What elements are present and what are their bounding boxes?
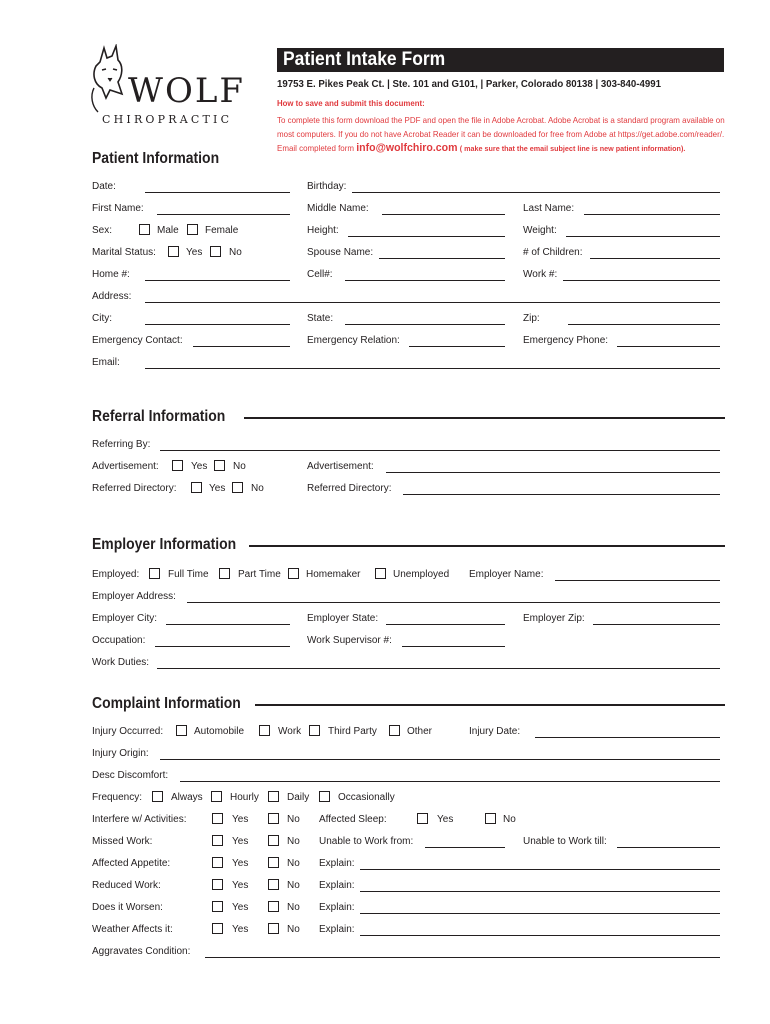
injury-occurred-label: Injury Occurred: <box>92 726 164 737</box>
employer-address-field[interactable] <box>187 602 720 603</box>
unable-till-field[interactable] <box>617 847 720 848</box>
employer-address-label: Employer Address: <box>92 591 176 602</box>
employer-name-label: Employer Name: <box>469 569 544 580</box>
referred-directory-detail-field[interactable] <box>403 494 720 495</box>
work-supervisor-label: Work Supervisor #: <box>307 635 392 646</box>
emergency-contact-label: Emergency Contact: <box>92 335 183 346</box>
weather-yes-label: Yes <box>232 924 249 935</box>
employer-zip-label: Employer Zip: <box>523 613 585 624</box>
emergency-relation-label: Emergency Relation: <box>307 335 400 346</box>
referral-divider <box>244 417 725 419</box>
spouse-name-label: Spouse Name: <box>307 247 374 258</box>
affected-appetite-label: Affected Appetite: <box>92 858 171 869</box>
sleep-no-label: No <box>503 814 516 825</box>
complaint-section-title: Complaint Information <box>92 695 241 712</box>
worsen-no-checkbox[interactable] <box>268 901 279 912</box>
unable-till-label: Unable to Work till: <box>523 836 607 847</box>
weather-explain-field[interactable] <box>360 935 720 936</box>
weather-affects-label: Weather Affects it: <box>92 924 173 935</box>
appetite-explain-label: Explain: <box>319 858 355 869</box>
wolf-icon <box>88 44 132 114</box>
worsen-yes-label: Yes <box>232 902 249 913</box>
zip-label: Zip: <box>523 313 540 324</box>
other-checkbox[interactable] <box>389 725 400 736</box>
city-label: City: <box>92 313 112 324</box>
sleep-yes-label: Yes <box>437 814 454 825</box>
spouse-name-field[interactable] <box>379 258 505 259</box>
directory-no-checkbox[interactable] <box>232 482 243 493</box>
directory-no-label: No <box>251 483 264 494</box>
frequency-label: Frequency: <box>92 792 143 803</box>
employer-state-label: Employer State: <box>307 613 379 624</box>
missed-work-yes-label: Yes <box>232 836 249 847</box>
emergency-phone-label: Emergency Phone: <box>523 335 609 346</box>
unable-from-field[interactable] <box>425 847 505 848</box>
reduced-work-yes-label: Yes <box>232 880 249 891</box>
occasionally-label: Occasionally <box>338 792 395 803</box>
worsen-no-label: No <box>287 902 300 913</box>
full-time-checkbox[interactable] <box>149 568 160 579</box>
sleep-yes-checkbox[interactable] <box>417 813 428 824</box>
reduced-work-explain-field[interactable] <box>360 891 720 892</box>
work-injury-label: Work <box>278 726 302 737</box>
emergency-phone-field[interactable] <box>617 346 720 347</box>
email-note: ( make sure that the email subject line is new patient information). <box>459 144 686 153</box>
wolf-logo <box>88 44 248 134</box>
other-label: Other <box>407 726 433 737</box>
employer-city-label: Employer City: <box>92 613 158 624</box>
interfere-activities-label: Interfere w/ Activities: <box>92 814 187 825</box>
height-label: Height: <box>307 225 339 236</box>
advertisement-label: Advertisement: <box>92 461 159 472</box>
birthday-field[interactable] <box>352 192 720 193</box>
zip-field[interactable] <box>568 324 720 325</box>
advertisement-yes-label: Yes <box>191 461 208 472</box>
address-label: Address: <box>92 291 132 302</box>
employer-state-field[interactable] <box>386 624 505 625</box>
referral-section-title: Referral Information <box>92 408 226 425</box>
employer-divider <box>249 545 725 547</box>
missed-work-yes-checkbox[interactable] <box>212 835 223 846</box>
work-supervisor-field[interactable] <box>402 646 505 647</box>
birthday-label: Birthday: <box>307 181 347 192</box>
interfere-yes-checkbox[interactable] <box>212 813 223 824</box>
home-phone-field[interactable] <box>145 280 290 281</box>
part-time-checkbox[interactable] <box>219 568 230 579</box>
weight-label: Weight: <box>523 225 557 236</box>
appetite-explain-field[interactable] <box>360 869 720 870</box>
third-party-label: Third Party <box>328 726 377 737</box>
worsen-explain-field[interactable] <box>360 913 720 914</box>
aggravates-condition-field[interactable] <box>205 957 720 958</box>
desc-discomfort-label: Desc Discomfort: <box>92 770 169 781</box>
affected-sleep-label: Affected Sleep: <box>319 814 387 825</box>
cell-field[interactable] <box>345 280 505 281</box>
marital-yes-label: Yes <box>186 247 203 258</box>
unable-from-label: Unable to Work from: <box>319 836 414 847</box>
sleep-no-checkbox[interactable] <box>485 813 496 824</box>
missed-work-no-checkbox[interactable] <box>268 835 279 846</box>
aggravates-condition-label: Aggravates Condition: <box>92 946 191 957</box>
state-label: State: <box>307 313 334 324</box>
worsen-explain-label: Explain: <box>319 902 355 913</box>
title-bar <box>277 48 724 72</box>
directory-yes-label: Yes <box>209 483 226 494</box>
first-name-field[interactable] <box>157 214 290 215</box>
address-field[interactable] <box>145 302 720 303</box>
weight-field[interactable] <box>566 236 720 237</box>
cell-label: Cell#: <box>307 269 333 280</box>
date-label: Date: <box>92 181 116 192</box>
emergency-relation-field[interactable] <box>409 346 505 347</box>
email-prefix: Email completed form <box>277 143 355 153</box>
injury-date-label: Injury Date: <box>469 726 521 737</box>
unemployed-label: Unemployed <box>393 569 450 580</box>
occupation-field[interactable] <box>155 646 290 647</box>
state-field[interactable] <box>345 324 505 325</box>
marital-yes-checkbox[interactable] <box>168 246 179 257</box>
home-phone-label: Home #: <box>92 269 130 280</box>
referred-directory-detail-label: Referred Directory: <box>307 483 392 494</box>
weather-no-label: No <box>287 924 300 935</box>
part-time-label: Part Time <box>238 569 281 580</box>
middle-name-label: Middle Name: <box>307 203 369 214</box>
interfere-no-checkbox[interactable] <box>268 813 279 824</box>
third-party-checkbox[interactable] <box>309 725 320 736</box>
worsen-yes-checkbox[interactable] <box>212 901 223 912</box>
desc-discomfort-field[interactable] <box>180 781 720 782</box>
reduced-work-explain-label: Explain: <box>319 880 355 891</box>
reduced-work-no-label: No <box>287 880 300 891</box>
hourly-label: Hourly <box>230 792 259 803</box>
male-checkbox[interactable] <box>139 224 150 235</box>
marital-no-label: No <box>229 247 242 258</box>
appetite-yes-label: Yes <box>232 858 249 869</box>
referring-by-label: Referring By: <box>92 439 151 450</box>
instructions-line-1: To complete this form download the PDF and open the file in Adobe Acrobat. Adobe Acrobat is a standard program available on <box>277 115 725 125</box>
reduced-work-no-checkbox[interactable] <box>268 879 279 890</box>
complaint-divider <box>255 704 725 706</box>
advertisement-no-label: No <box>233 461 246 472</box>
sex-label: Sex: <box>92 225 113 236</box>
emergency-contact-field[interactable] <box>193 346 290 347</box>
occasionally-checkbox[interactable] <box>319 791 330 802</box>
hourly-checkbox[interactable] <box>211 791 222 802</box>
male-label: Male <box>157 225 179 236</box>
instructions-line-3 <box>277 141 728 156</box>
homemaker-label: Homemaker <box>306 569 361 580</box>
automobile-label: Automobile <box>194 726 245 737</box>
logo-subtitle: CHIROPRACTIC <box>102 113 233 126</box>
reduced-work-label: Reduced Work: <box>92 880 161 891</box>
employer-section-title: Employer Information <box>92 536 237 553</box>
interfere-no-label: No <box>287 814 300 825</box>
email-link[interactable]: info@wolfchiro.com <box>356 142 458 154</box>
automobile-checkbox[interactable] <box>176 725 187 736</box>
advertisement-no-checkbox[interactable] <box>214 460 225 471</box>
daily-label: Daily <box>287 792 310 803</box>
occupation-label: Occupation: <box>92 635 146 646</box>
logo-name: WOLF <box>128 71 245 111</box>
reduced-work-yes-checkbox[interactable] <box>212 879 223 890</box>
daily-checkbox[interactable] <box>268 791 279 802</box>
first-name-label: First Name: <box>92 203 144 214</box>
injury-origin-label: Injury Origin: <box>92 748 149 759</box>
clinic-address: 19753 E. Pikes Peak Ct. | Ste. 101 and G101, | Parker, Colorado 80138 | 303-840-4991 <box>277 78 662 90</box>
appetite-no-checkbox[interactable] <box>268 857 279 868</box>
injury-origin-field[interactable] <box>160 759 720 760</box>
advertisement-detail-label: Advertisement: <box>307 461 374 472</box>
date-field[interactable] <box>145 192 290 193</box>
injury-date-field[interactable] <box>535 737 720 738</box>
work-duties-field[interactable] <box>157 668 720 669</box>
homemaker-checkbox[interactable] <box>288 568 299 579</box>
advertisement-detail-field[interactable] <box>386 472 720 473</box>
middle-name-field[interactable] <box>382 214 505 215</box>
height-field[interactable] <box>348 236 505 237</box>
work-phone-field[interactable] <box>563 280 720 281</box>
work-duties-label: Work Duties: <box>92 657 150 668</box>
weather-explain-label: Explain: <box>319 924 355 935</box>
always-checkbox[interactable] <box>152 791 163 802</box>
advertisement-yes-checkbox[interactable] <box>172 460 183 471</box>
weather-yes-checkbox[interactable] <box>212 923 223 934</box>
employer-zip-field[interactable] <box>593 624 720 625</box>
referred-directory-label: Referred Directory: <box>92 483 177 494</box>
children-field[interactable] <box>590 258 720 259</box>
marital-status-label: Marital Status: <box>92 247 156 258</box>
last-name-field[interactable] <box>584 214 720 215</box>
missed-work-label: Missed Work: <box>92 836 153 847</box>
female-label: Female <box>205 225 239 236</box>
appetite-no-label: No <box>287 858 300 869</box>
directory-yes-checkbox[interactable] <box>191 482 202 493</box>
full-time-label: Full Time <box>168 569 209 580</box>
unemployed-checkbox[interactable] <box>375 568 386 579</box>
email-label: Email: <box>92 357 120 368</box>
email-field[interactable] <box>145 368 720 369</box>
city-field[interactable] <box>145 324 290 325</box>
howto-heading: How to save and submit this document: <box>277 98 425 108</box>
page-title: Patient Intake Form <box>283 49 446 70</box>
does-worsen-label: Does it Worsen: <box>92 902 163 913</box>
employed-label: Employed: <box>92 569 140 580</box>
patient-section-title: Patient Information <box>92 150 220 167</box>
employer-name-field[interactable] <box>555 580 720 581</box>
marital-no-checkbox[interactable] <box>210 246 221 257</box>
children-label: # of Children: <box>523 247 583 258</box>
weather-no-checkbox[interactable] <box>268 923 279 934</box>
work-injury-checkbox[interactable] <box>259 725 270 736</box>
appetite-yes-checkbox[interactable] <box>212 857 223 868</box>
missed-work-no-label: No <box>287 836 300 847</box>
instructions <box>277 113 728 156</box>
work-phone-label: Work #: <box>523 269 558 280</box>
last-name-label: Last Name: <box>523 203 575 214</box>
referring-by-field[interactable] <box>160 450 720 451</box>
always-label: Always <box>171 792 203 803</box>
employer-city-field[interactable] <box>166 624 290 625</box>
interfere-yes-label: Yes <box>232 814 249 825</box>
female-checkbox[interactable] <box>187 224 198 235</box>
instructions-line-2: most computers. If you do not have Acrobat Reader it can be downloaded for free from Adobe at https://get.adobe.com/reader/. <box>277 129 725 139</box>
